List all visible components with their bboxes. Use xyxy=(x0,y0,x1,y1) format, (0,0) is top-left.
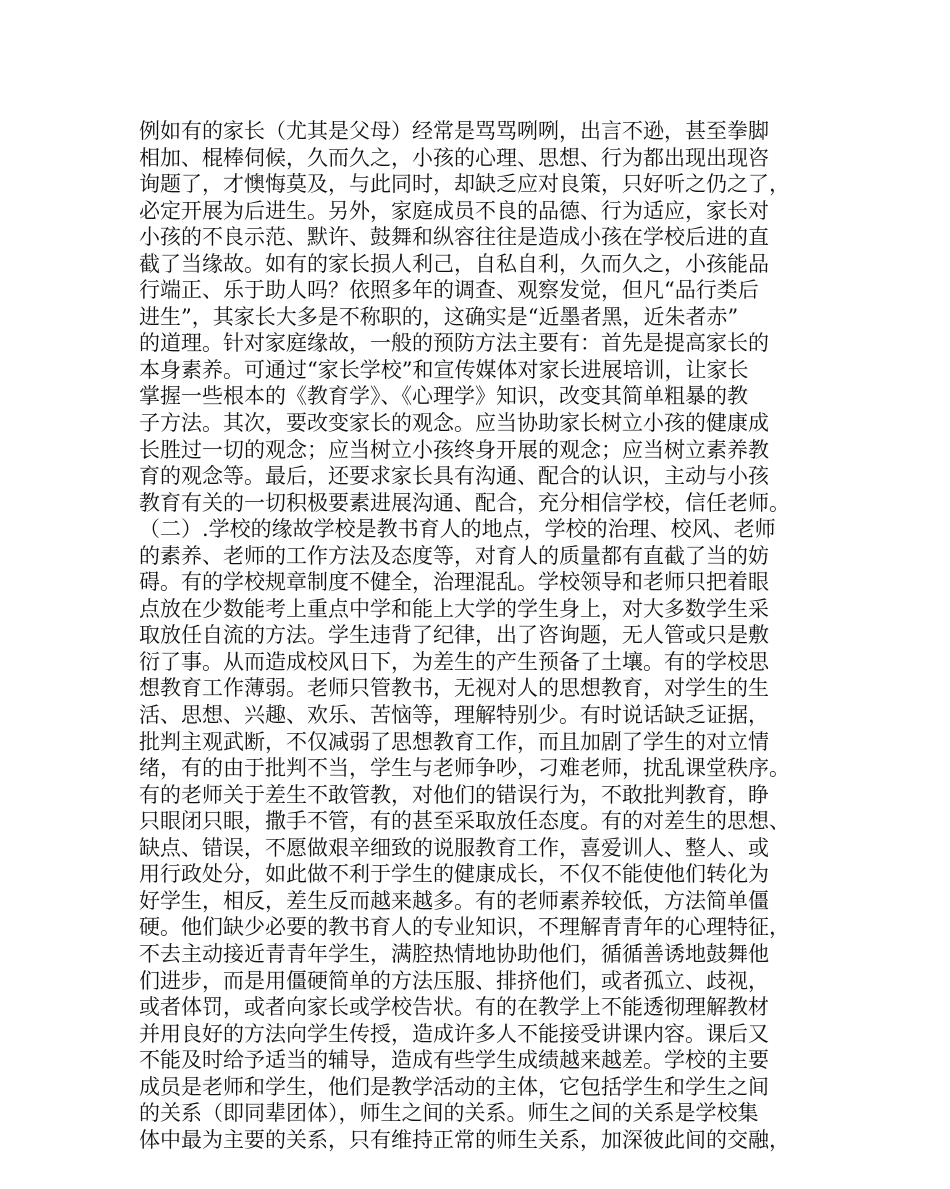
text-line: 本身素养。可通过“家长学校”和宣传媒体对家长进展培训，让家长 xyxy=(139,357,749,382)
text-line: 绪，有的由于批判不当，学生与老师争吵，刁难老师，扰乱课堂秩序。 xyxy=(139,756,790,781)
text-line: 们进步，而是用僵硬简单的方法压服、排挤他们，或者孤立、歧视， xyxy=(139,968,769,993)
text-line: 衍了事。从而造成校风日下，为差生的产生预备了土壤。有的学校思 xyxy=(139,649,769,674)
text-line: 子方法。其次，要改变家长的观念。应当协助家长树立小孩的健康成 xyxy=(139,411,769,436)
text-line: 小孩的不良示范、默许、鼓舞和纵容往往是造成小孩在学校后进的直 xyxy=(139,225,769,250)
text-line: 的关系（即同辈团体），师生之间的关系。师生之间的关系是学校集 xyxy=(139,1101,759,1126)
text-line: 不去主动接近青青年学生，满腔热情地协助他们，循循善诱地鼓舞他 xyxy=(139,941,769,966)
text-line: 的素养、老师的工作方法及态度等，对育人的质量都有直截了当的妨 xyxy=(139,543,769,568)
text-line: 掌握一些根本的《教育学》、《心理学》知识，改变其简单粗暴的教 xyxy=(139,384,748,409)
text-line: 教育有关的一切积极要素进展沟通、配合，充分相信学校，信任老师。 xyxy=(139,490,790,515)
text-line: 相加、棍棒伺候，久而久之，小孩的心理、思想、行为都出现出现咨 xyxy=(139,145,769,170)
text-line: 长胜过一切的观念；应当树立小孩终身开展的观念；应当树立素养教 xyxy=(139,437,769,462)
text-line: 行端正、乐于助人吗？依照多年的调查、观察发觉，但凡“品行类后 xyxy=(139,278,759,303)
text-line: 询题了，才懊悔莫及，与此同时，却缺乏应对良策，只好听之仍之了， xyxy=(139,172,790,197)
text-line: 只眼闭只眼，撒手不管，有的甚至采取放任态度。有的对差生的思想、 xyxy=(139,809,790,834)
text-line: 缺点、错误，不愿做艰辛细致的说服教育工作，喜爱训人、整人、或 xyxy=(139,835,769,860)
text-line: 或者体罚，或者向家长或学校告状。有的在教学上不能透彻理解教材 xyxy=(139,995,769,1020)
text-line: 批判主观武断，不仅减弱了思想教育工作，而且加剧了学生的对立情 xyxy=(139,729,769,754)
text-line: 好学生，相反，差生反而越来越多。有的老师素养较低，方法简单僵 xyxy=(139,888,769,913)
text-line: 有的老师关于差生不敢管教，对他们的错误行为，不敢批判教育，睁 xyxy=(139,782,769,807)
body-text xyxy=(139,118,823,1153)
text-line: 不能及时给予适当的辅导，造成有些学生成绩越来越差。学校的主要 xyxy=(139,1048,769,1073)
text-line: 成员是老师和学生，他们是教学活动的主体，它包括学生和学生之间 xyxy=(139,1074,769,1099)
text-line: 点放在少数能考上重点中学和能上大学的学生身上，对大多数学生采 xyxy=(139,596,769,621)
text-line: 活、思想、兴趣、欢乐、苦恼等，理解特别少。有时说话缺乏证据， xyxy=(139,703,769,728)
text-line: 育的观念等。最后，还要求家长具有沟通、配合的认识，主动与小孩 xyxy=(139,464,769,489)
text-line: 例如有的家长（尤其是父母）经常是骂骂咧咧，出言不逊，甚至拳脚 xyxy=(139,119,769,143)
text-line: 进生”，其家长大多是不称职的，这确实是“近墨者黑，近朱者赤” xyxy=(139,304,739,329)
text-line: 想教育工作薄弱。老师只管教书，无视对人的思想教育，对学生的生 xyxy=(139,676,769,701)
text-line: （二）.学校的缘故学校是教书育人的地点，学校的治理、校风、老师 xyxy=(139,517,776,542)
text-line: 的道理。针对家庭缘故，一般的预防方法主要有：首先是提高家长的 xyxy=(139,331,769,356)
text-line: 体中最为主要的关系，只有维持正常的师生关系，加深彼此间的交融， xyxy=(139,1127,790,1152)
text-line: 用行政处分，如此做不利于学生的健康成长，不仅不能使他们转化为 xyxy=(139,862,769,887)
text-line: 并用良好的方法向学生传授，造成许多人不能接受讲课内容。课后又 xyxy=(139,1021,769,1046)
text-line: 截了当缘故。如有的家长损人利己，自私自利，久而久之，小孩能品 xyxy=(139,251,769,276)
text-line: 碍。有的学校规章制度不健全，治理混乱。学校领导和老师只把着眼 xyxy=(139,570,769,595)
text-line: 必定开展为后进生。另外，家庭成员不良的品德、行为适应，家长对 xyxy=(139,198,769,223)
text-line: 硬。他们缺少必要的教书育人的专业知识，不理解青青年的心理特征， xyxy=(139,915,790,940)
text-line: 取放任自流的方法。学生违背了纪律，出了咨询题，无人管或只是敷 xyxy=(139,623,769,648)
